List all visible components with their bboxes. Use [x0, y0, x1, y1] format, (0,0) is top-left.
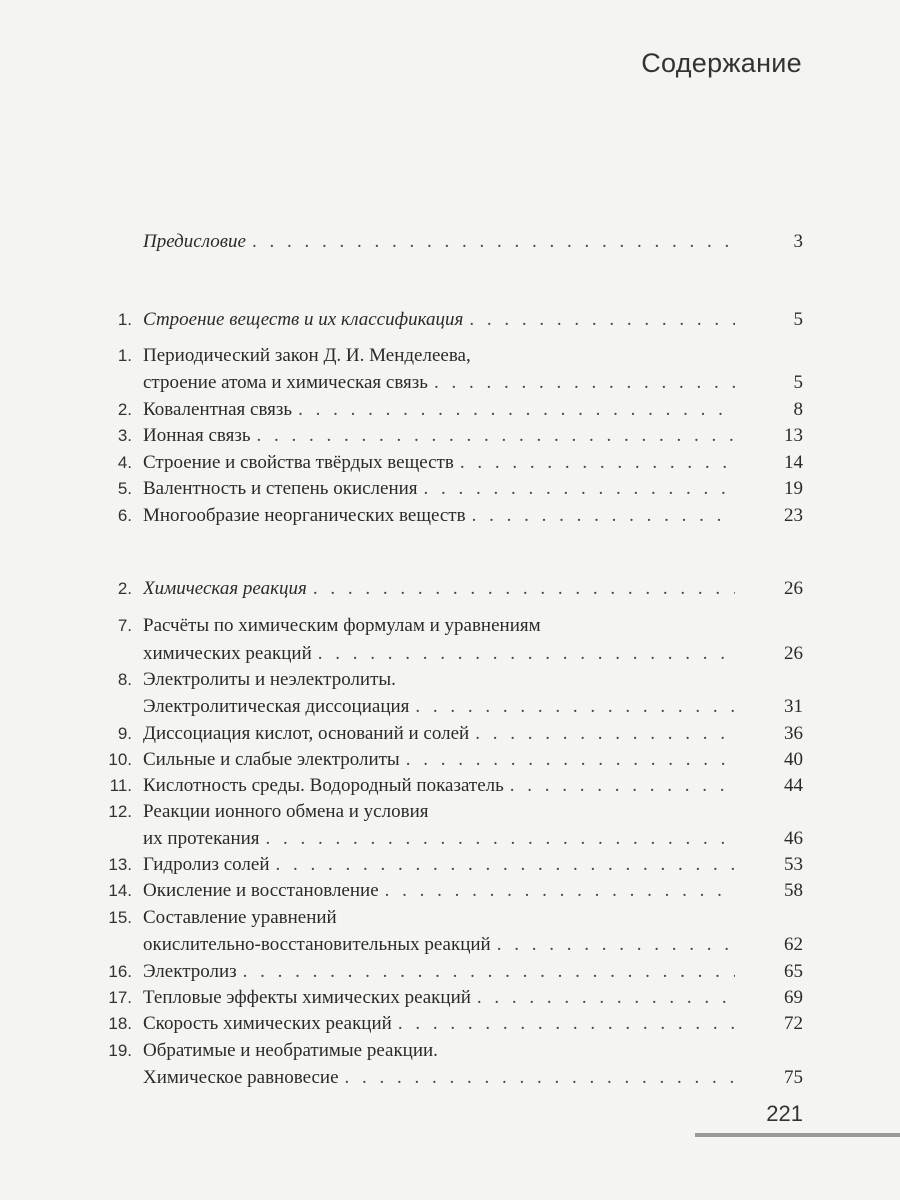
toc-item-title-line: Ионная связь	[143, 425, 251, 446]
toc-page-number: 13	[784, 425, 803, 446]
page-title: Содержание	[641, 48, 802, 78]
leader-dots	[460, 449, 735, 477]
leader-dots	[257, 422, 735, 450]
toc-page-number: 53	[784, 854, 803, 875]
toc-item-title-line: Химическое равновесие	[143, 1067, 339, 1088]
toc-item-title-line: Сильные и слабые электролиты	[143, 749, 400, 770]
toc-item-continuation[interactable]	[0, 931, 900, 959]
toc-item-number: 15.	[108, 908, 132, 927]
toc-item-number: 14.	[108, 881, 132, 900]
toc-page-number: 26	[784, 578, 803, 599]
toc-item-number: 8.	[117, 670, 132, 689]
toc-page-number: 75	[784, 1067, 803, 1088]
toc-item-title-line: Электролитическая диссоциация	[143, 696, 410, 717]
toc-item-number: 4.	[117, 453, 132, 472]
toc-preface-title: Предисловие	[143, 231, 246, 252]
toc-item-number: 13.	[108, 855, 132, 874]
leader-dots	[252, 228, 735, 256]
toc-item-title-line: Тепловые эффекты химических реакций	[143, 987, 471, 1008]
toc-item-number: 2.	[117, 400, 132, 419]
toc-page-number: 36	[784, 723, 803, 744]
toc-item-number: 3.	[117, 426, 132, 445]
leader-dots	[313, 575, 735, 603]
toc-page-number: 5	[793, 372, 803, 393]
toc-item-title-line: Реакции ионного обмена и условия	[143, 801, 429, 822]
toc-item-number: 16.	[108, 962, 132, 981]
leader-dots	[345, 1064, 735, 1092]
toc-item-title-line: Электролиты и неэлектролиты.	[143, 669, 396, 690]
toc-item-number: 11.	[109, 776, 132, 795]
toc-item[interactable]	[0, 666, 900, 694]
leader-dots	[243, 958, 735, 986]
toc-section-heading[interactable]	[0, 306, 900, 334]
toc-item[interactable]	[0, 798, 900, 826]
toc-page-number: 8	[793, 399, 803, 420]
toc-item[interactable]	[0, 612, 900, 640]
toc-section-title: Строение веществ и их классификация	[143, 309, 464, 330]
toc-item[interactable]	[0, 1037, 900, 1065]
toc-item-number: 7.	[117, 616, 132, 635]
leader-dots	[510, 772, 735, 800]
toc-page-number: 26	[784, 643, 803, 664]
toc-item-number: 17.	[108, 988, 132, 1007]
toc-page-number: 3	[793, 231, 803, 252]
leader-dots	[398, 1010, 735, 1038]
toc-page-number: 44	[784, 775, 803, 796]
page-folio-number: 221	[766, 1101, 803, 1126]
leader-dots	[385, 877, 735, 905]
toc-item[interactable]	[0, 984, 900, 1012]
toc-item[interactable]	[0, 877, 900, 905]
toc-item-continuation[interactable]	[0, 693, 900, 721]
toc-item-number: 18.	[108, 1014, 132, 1033]
toc-page-number: 62	[784, 934, 803, 955]
leader-dots	[424, 475, 735, 503]
toc-item[interactable]	[0, 904, 900, 932]
toc-item-number: 10.	[108, 750, 132, 769]
toc-item-title-line: Гидролиз солей	[143, 854, 270, 875]
toc-item-title-line: Валентность и степень окисления	[143, 478, 418, 499]
toc-item-title-line: их протекания	[143, 828, 260, 849]
leader-dots	[477, 984, 735, 1012]
toc-item-number: 5.	[117, 479, 132, 498]
toc-item-continuation[interactable]	[0, 825, 900, 853]
toc-item[interactable]	[0, 342, 900, 370]
toc-item[interactable]	[0, 502, 900, 530]
leader-dots	[469, 306, 735, 334]
toc-item-title-line: Окисление и восстановление	[143, 880, 379, 901]
toc-page-number: 72	[784, 1013, 803, 1034]
toc-item[interactable]	[0, 475, 900, 503]
toc-item-title-line: Скорость химических реакций	[143, 1013, 392, 1034]
toc-page-number: 19	[784, 478, 803, 499]
leader-dots	[276, 851, 735, 879]
toc-section-heading[interactable]	[0, 575, 900, 603]
toc-page-number: 14	[784, 452, 803, 473]
toc-item-title-line: Электролиз	[143, 961, 237, 982]
toc-page-number: 5	[793, 309, 803, 330]
toc-page-number: 40	[784, 749, 803, 770]
leader-dots	[266, 825, 735, 853]
toc-item[interactable]	[0, 396, 900, 424]
toc-item[interactable]	[0, 449, 900, 477]
toc-section-title: Химическая реакция	[143, 578, 307, 599]
toc-item[interactable]	[0, 1010, 900, 1038]
folio-rule	[695, 1133, 900, 1137]
toc-item-title-line: Обратимые и необратимые реакции.	[143, 1040, 438, 1061]
toc-item-number: 1.	[117, 346, 132, 365]
toc-item[interactable]	[0, 772, 900, 800]
toc-page-number: 65	[784, 961, 803, 982]
leader-dots	[298, 396, 735, 424]
toc-page-number: 23	[784, 505, 803, 526]
toc-preface[interactable]	[0, 228, 900, 256]
toc-item[interactable]	[0, 720, 900, 748]
toc-item[interactable]	[0, 851, 900, 879]
toc-item-title-line: Многообразие неорганических веществ	[143, 505, 466, 526]
toc-item-title-line: Строение и свойства твёрдых веществ	[143, 452, 454, 473]
toc-item-number: 9.	[117, 724, 132, 743]
leader-dots	[318, 640, 735, 668]
toc-item-title-line: Составление уравнений	[143, 907, 337, 928]
toc-item-number: 6.	[117, 506, 132, 525]
toc-item-title-line: химических реакций	[143, 643, 312, 664]
toc-page-number: 46	[784, 828, 803, 849]
leader-dots	[475, 720, 735, 748]
toc-item-number: 19.	[108, 1041, 132, 1060]
toc-item-title-line: строение атома и химическая связь	[143, 372, 428, 393]
toc-page-number: 69	[784, 987, 803, 1008]
toc-item-title-line: Расчёты по химическим формулам и уравнениям	[143, 615, 541, 636]
toc-item-title-line: Кислотность среды. Водородный показатель	[143, 775, 504, 796]
toc-item-title-line: Периодический закон Д. И. Менделеева,	[143, 345, 471, 366]
toc-item-continuation[interactable]	[0, 369, 900, 397]
toc-item-number: 12.	[108, 802, 132, 821]
toc-item[interactable]	[0, 422, 900, 450]
toc-item-title-line: Диссоциация кислот, оснований и солей	[143, 723, 470, 744]
toc-section-number: 2.	[117, 579, 132, 598]
toc-page-number: 31	[784, 696, 803, 717]
leader-dots	[472, 502, 735, 530]
leader-dots	[415, 693, 735, 721]
toc-item[interactable]	[0, 958, 900, 986]
toc-page-number: 58	[784, 880, 803, 901]
toc-item-continuation[interactable]	[0, 1064, 900, 1092]
leader-dots	[497, 931, 735, 959]
leader-dots	[406, 746, 735, 774]
toc-item-title-line: Ковалентная связь	[143, 399, 293, 420]
toc-section-number: 1.	[117, 310, 132, 329]
leader-dots	[434, 369, 735, 397]
toc-item-continuation[interactable]	[0, 640, 900, 668]
toc-item-title-line: окислительно-восстановительных реакций	[143, 934, 491, 955]
toc-item[interactable]	[0, 746, 900, 774]
